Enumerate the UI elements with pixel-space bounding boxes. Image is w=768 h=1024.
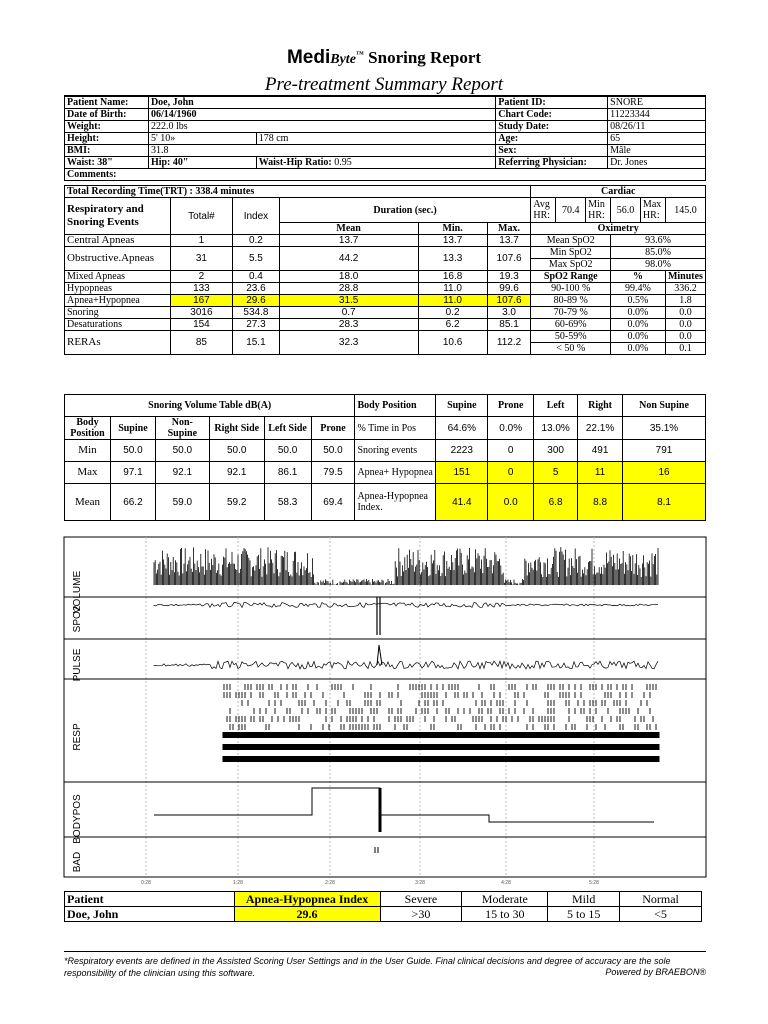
report-title: MediByte™ Snoring Report — [286, 47, 482, 68]
signal-trace — [224, 756, 658, 762]
signal-trace — [242, 700, 647, 706]
signal-trace — [224, 692, 650, 698]
brand-name: Medi — [286, 47, 331, 68]
powered-by: Powered by BRAEBON® — [605, 967, 706, 977]
volume-axis-label: VOLUME — [72, 570, 83, 614]
signal-trace — [154, 547, 658, 585]
signal-trace — [154, 661, 658, 669]
divider — [64, 951, 706, 952]
footnote: *Respiratory events are defined in the Assisted Scoring User Settings and in the User Guide. Final clinical decisions and degree of accuracy are the sole responsibility of the clinician using this software. — [64, 956, 671, 978]
respiratory-events-table: Total Recording Time(TRT) : 338.4 minutes Cardiac Respiratory and Snoring Events Total# Index Duration (sec.) Avg HR: 70.4 Min HR: 56.0 Max HR: 145.0 Mean Min. Max. Oximetry Central Apneas 1 0.2 13.7 13.7 13.7 Mean SpO2 93.6% Obstructive.Apneas 31 5.5 44.2 13.3 107.6 Min SpO2 85.0% Max SpO2 98.0% Mixed Apneas 2 0.4 18.0 16.8 19.3 SpO2 Range % Minutes Hypopneas 133 23.6 28.8 11.0 99.6 90-100 % 99.4% 336.2 Apnea+Hypopnea 167 29.6 31.5 11.0 107.6 80-89 % 0.5% 1.8 Snoring 3016 534.8 0.7 0.2 3.0 70-79 % 0.0% 0.0 Desaturations 154 27.3 28.3 6.2 85.1 60-69% 0.0% 0.0 RERAs 85 15.1 32.3 10.6 112.2 50-59% 0.0% 0.0 < 50 % 0.0% 0.1 — [64, 185, 706, 355]
patient-name: Doe, John — [148, 97, 495, 109]
signal-trace — [230, 724, 656, 730]
time-tick: 3:28 — [415, 880, 425, 886]
signal-trace — [154, 603, 658, 608]
signal-trace — [154, 788, 654, 822]
bad-axis-label: BAD — [72, 851, 83, 873]
time-tick: 5:28 — [589, 880, 599, 886]
signal-trace — [224, 684, 656, 690]
time-tick: 1:28 — [233, 880, 243, 886]
signal-trace — [227, 716, 653, 722]
bodypos-axis-label: BODYPOS — [72, 794, 83, 844]
signal-trace — [224, 732, 658, 738]
trt: Total Recording Time(TRT) : 338.4 minutes — [65, 186, 531, 198]
signal-graph — [64, 537, 706, 886]
time-tick: 2:28 — [325, 880, 335, 886]
spo2-axis-label: SPO2 — [72, 605, 83, 633]
ahi-summary-table: Patient Apnea-Hypopnea Index Severe Moderate Mild Normal Doe, John 29.6 >30 15 to 30 5 to 15 <5 — [64, 891, 702, 922]
time-tick: 4:28 — [501, 880, 511, 886]
patient-info-table: Patient Name: Doe, John Patient ID: SNORE Date of Birth: 06/14/1960 Chart Code: 11223344 Weight: 222.0 lbs Study Date: 08/26/11 Height: 5' 10» 178 cm Age: 65 BMI: 31.8 Sex: Mâle Waist: 38" Hip: 40" Waist-Hip Ratio: 0.95 Referring Physician: Dr. Jones Comments: — [64, 96, 706, 181]
time-tick: 0:28 — [141, 880, 151, 886]
ahi-value: 29.6 — [234, 907, 380, 922]
report-subtitle: Pre-treatment Summary Report — [264, 74, 504, 95]
signal-trace — [377, 597, 380, 635]
signal-trace — [224, 744, 658, 750]
signal-trace — [375, 847, 378, 853]
pulse-axis-label: PULSE — [72, 648, 83, 682]
snoring-volume-table: Snoring Volume Table dB(A) Body Position Supine Prone Left Right Non Supine Body Position Supine Non-Supine Right Side Left Side Prone % Time in Pos 64.6% 0.0% 13.0% 22.1% 35.1% Min 50.0 50.0 50.0 50.0 50.0 Snoring events 2223 0 300 491 791 Max 97.1 92.1 92.1 86.1 79.5 Apnea+ Hypopnea 151 0 5 11 16 Mean 66.2 59.0 59.2 58.3 69.4 Apnea-Hypopnea Index. 41.4 0.0 6.8 8.8 8.1 — [64, 394, 706, 521]
signal-trace — [230, 708, 650, 714]
signal-trace — [377, 645, 382, 665]
resp-axis-label: RESP — [72, 723, 83, 751]
